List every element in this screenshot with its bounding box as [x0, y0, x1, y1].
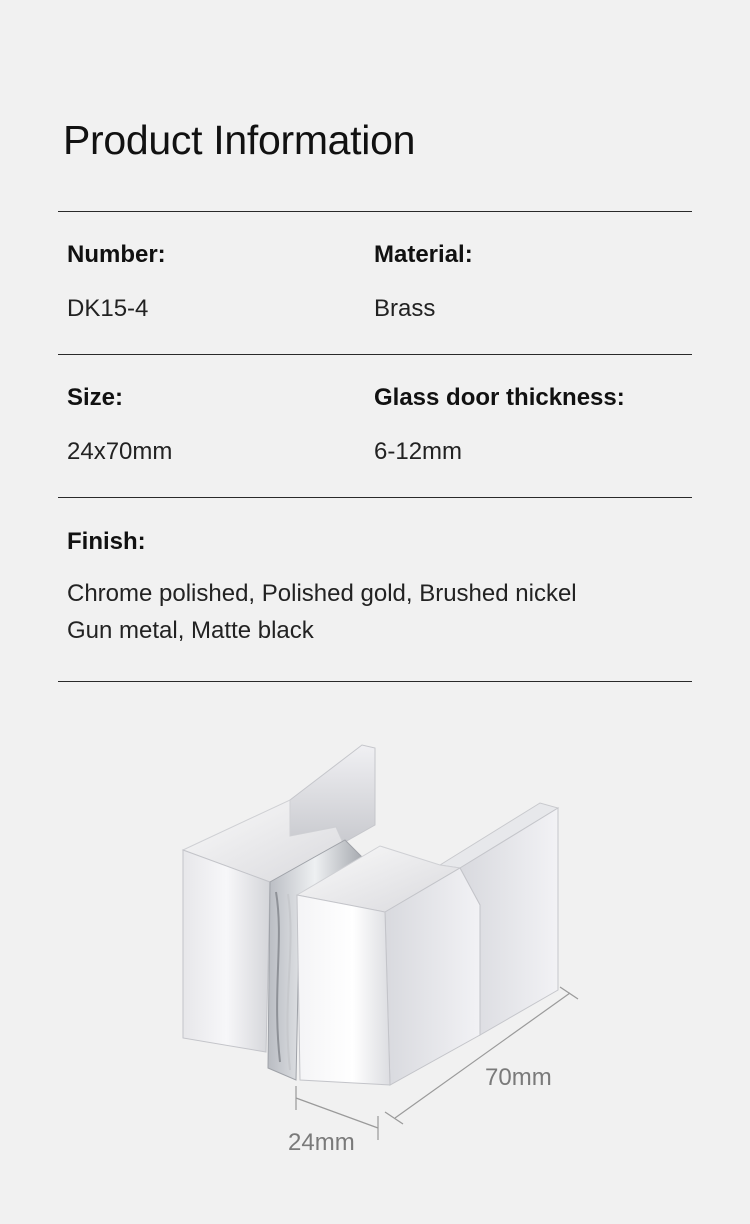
spec-glass-thickness-label: Glass door thickness: [374, 384, 625, 411]
spec-glass-thickness-value: 6-12mm [374, 438, 463, 465]
glass-door-knob-illustration [0, 700, 750, 1200]
dim-70mm-tick-right [560, 987, 578, 999]
spec-finish-label: Finish: [67, 528, 146, 555]
spec-material-value: Brass [374, 295, 436, 322]
spec-size-label: Size: [67, 384, 124, 411]
divider-row2 [58, 497, 692, 498]
spec-number-label: Number: [67, 241, 166, 268]
dim-70mm-label: 70mm [485, 1064, 552, 1091]
product-figure [0, 700, 750, 1200]
spec-size-value: 24x70mm [67, 438, 173, 465]
left-knob-front-face [183, 850, 270, 1052]
divider-bottom [58, 681, 692, 682]
dim-24mm-label: 24mm [288, 1129, 355, 1156]
spec-finish-value-line2: Gun metal, Matte black [67, 617, 314, 644]
spec-finish-value-line1: Chrome polished, Polished gold, Brushed nickel [67, 580, 577, 607]
divider-top [58, 211, 692, 212]
right-knob-front-face [297, 895, 390, 1085]
spec-material-label: Material: [374, 241, 473, 268]
page-title: Product Information [63, 117, 416, 163]
divider-row1 [58, 354, 692, 355]
dim-24mm-line [296, 1098, 378, 1128]
spec-number-value: DK15-4 [67, 295, 149, 322]
